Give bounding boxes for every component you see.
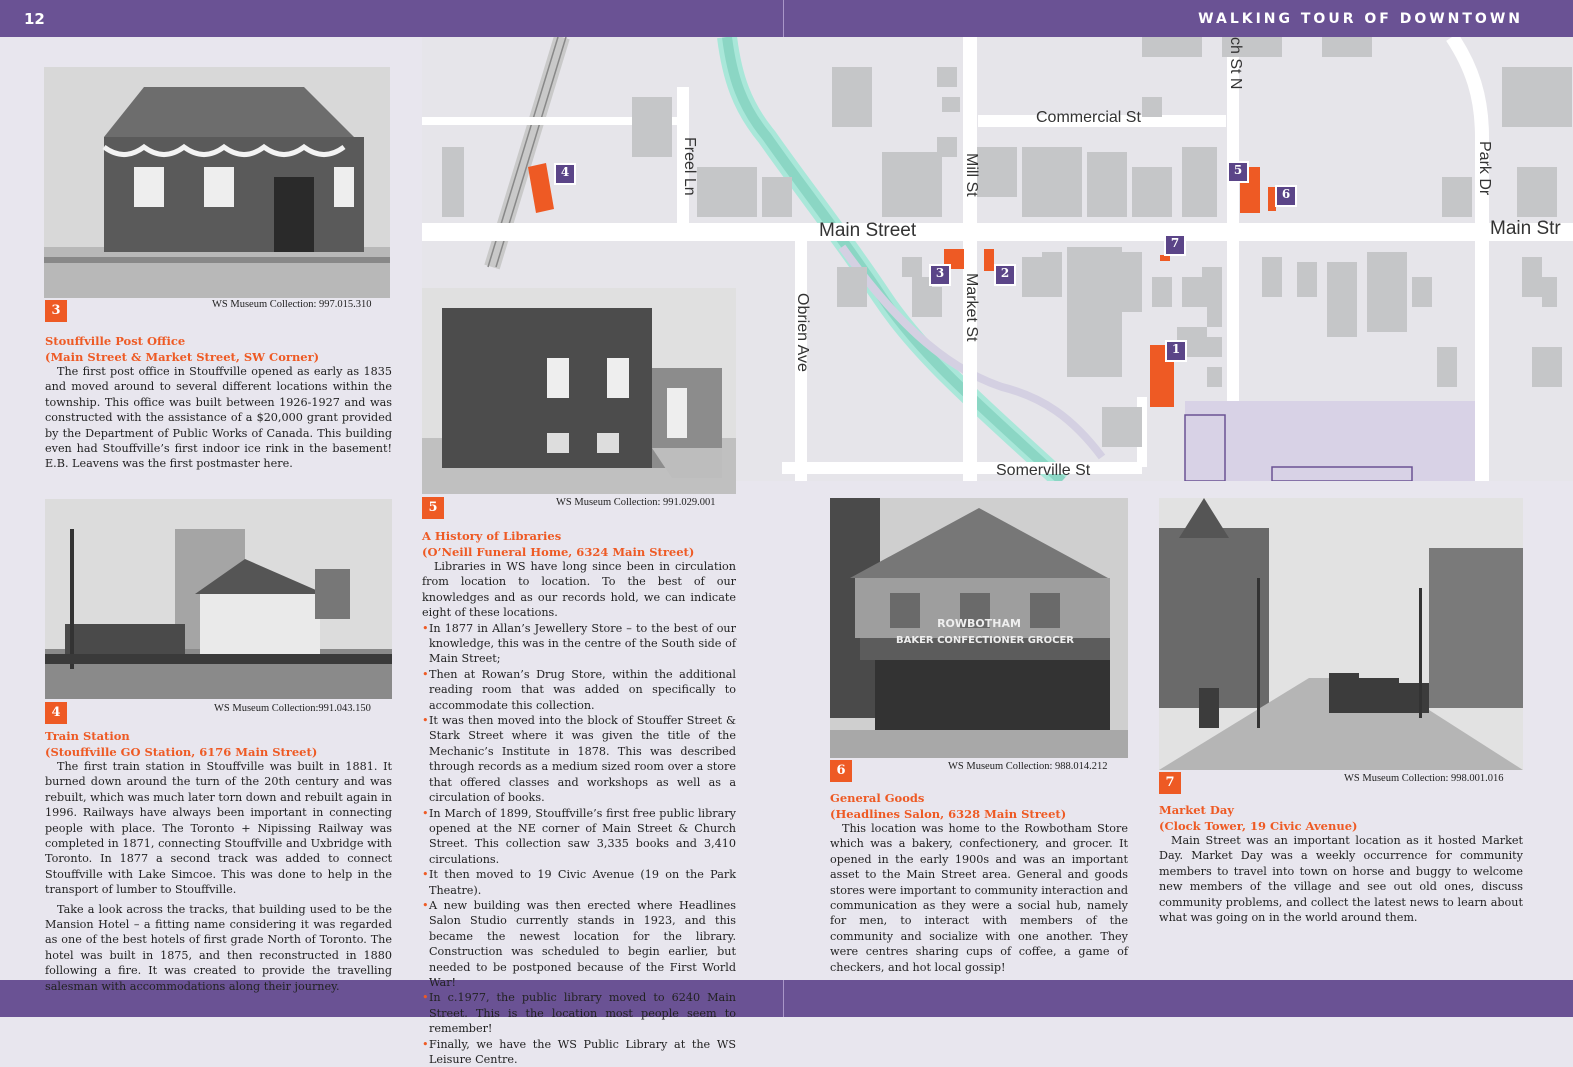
store-sign-line-2: BAKER CONFECTIONER GROCER — [895, 635, 1075, 646]
map-marker-2[interactable]: 2 — [994, 264, 1016, 286]
map-marker-1[interactable]: 1 — [1165, 340, 1187, 362]
libraries-list — [422, 621, 736, 1067]
market-day-title: Market Day — [1159, 803, 1234, 817]
libraries-subtitle: (O’Neill Funeral Home, 6324 Main Street) — [422, 545, 695, 559]
post-office-credit: WS Museum Collection: 997.015.310 — [212, 299, 372, 310]
libraries-list-item: • It was then moved into the block of Stouffer Street & Stark Street where it was given the title of the Mechanic’s Institute in 1878. This was described through records as a medium sized room over a store that offered classes and workshops as well as a circulation of books. — [422, 713, 736, 805]
libraries-intro: Libraries in WS have long since been in circulation from location to location. To the best of our knowledges and as our records hold, we can indicate eight of these locations. — [422, 560, 736, 620]
libraries-list-item: • It then moved to 19 Civic Avenue (19 on the Park Theatre). — [422, 867, 736, 898]
entry-4-number: 4 — [45, 702, 67, 724]
entry-5-number: 5 — [422, 497, 444, 519]
entry-7-number: 7 — [1159, 772, 1181, 794]
street-main-right: Main Str — [1490, 218, 1561, 239]
market-day-photo — [1159, 498, 1523, 770]
libraries-list-item: • In c.1977, the public library moved to 6240 Main Street. This is the location most people seem to remember! — [422, 990, 736, 1036]
post-office-text: The first post office in Stouffville opened as early as 1835 and moved around to several different locations within the township. This office was built between 1926-1927 and was constructed with the assistance of a $20,000 grant provided by the Department of Public Works of Canada. This building even had Stouffville’s first indoor ice rink in the basement! E.B. Leavens was the first postmaster here. — [45, 365, 392, 471]
map-marker-7[interactable]: 7 — [1164, 234, 1186, 256]
post-office-photo — [44, 67, 390, 298]
street-commercial: Commercial St — [1036, 109, 1141, 126]
street-church: ch St N — [1227, 37, 1244, 90]
map-marker-3[interactable]: 3 — [929, 264, 951, 286]
train-station-text-block — [45, 759, 392, 994]
street-obrien: Obrien Ave — [794, 293, 811, 372]
libraries-list-item: • A new building was then erected where Headlines Salon Studio currently stands in 1923, and this became the newest location for the library. Construction was scheduled to begin earlier, but needed to be postponed because of the First World War! — [422, 898, 736, 990]
street-freel: Freel Ln — [681, 137, 698, 196]
post-office-subtitle: (Main Street & Market Street, SW Corner) — [45, 350, 320, 364]
street-market: Market St — [963, 273, 980, 342]
post-office-text-block — [45, 364, 392, 472]
market-day-credit: WS Museum Collection: 998.001.016 — [1344, 773, 1504, 784]
market-day-heading — [1159, 802, 1357, 834]
street-mill: Mill St — [963, 153, 980, 197]
street-park: Park Dr — [1476, 141, 1493, 196]
train-station-credit: WS Museum Collection:991.043.150 — [214, 703, 371, 714]
store-sign-line-1: ROWBOTHAM — [937, 617, 1021, 630]
general-goods-credit: WS Museum Collection: 988.014.212 — [948, 761, 1108, 772]
map-marker-6[interactable]: 6 — [1275, 185, 1297, 207]
spine-top — [783, 0, 784, 37]
market-day-text-block — [1159, 833, 1523, 925]
train-station-heading — [45, 728, 317, 760]
street-main-left: Main Street — [819, 220, 917, 241]
general-goods-photo — [830, 498, 1128, 758]
general-goods-text: This location was home to the Rowbotham Store which was a bakery, confectionery, and grocer. It opened in the early 1900s and was an important asset to the Main Street area. General and goods stores were important to community interaction and communication as they were a social hub, namely for men, to interact with members of the community and socialize with one another. They were centres sharing cups of coffee, a game of checkers, and hot local gossip! — [830, 822, 1128, 974]
libraries-heading — [422, 528, 694, 560]
libraries-list-item: • Finally, we have the WS Public Library at the WS Leisure Centre. — [422, 1037, 736, 1067]
post-office-title: Stouffville Post Office — [45, 334, 186, 348]
general-goods-text-block — [830, 821, 1128, 975]
entry-6-number: 6 — [830, 760, 852, 782]
general-goods-subtitle: (Headlines Salon, 6328 Main Street) — [830, 807, 1067, 821]
train-station-subtitle: (Stouffville GO Station, 6176 Main Street) — [45, 745, 318, 759]
libraries-text-block — [422, 559, 736, 1067]
market-day-text: Main Street was an important location as it hosted Market Day. Market Day was a weekly occurrence for community members to travel into town on horse and buggy to welcome new members of the village and see out old ones, discuss community problems, and collect the latest news to learn about what was going on in the world around them. — [1159, 834, 1523, 925]
entry-3-number: 3 — [45, 300, 67, 322]
libraries-list-item: • In 1877 in Allan’s Jewellery Store – to the best of our knowledge, this was in the centre of the South side of Main Street; — [422, 621, 736, 667]
street-somerville: Somerville St — [996, 462, 1091, 479]
post-office-heading — [45, 333, 319, 365]
train-station-photo — [45, 499, 392, 699]
libraries-title: A History of Libraries — [422, 529, 562, 543]
general-goods-title: General Goods — [830, 791, 925, 805]
map-marker-5[interactable]: 5 — [1227, 161, 1249, 183]
running-title: WALKING TOUR OF DOWNTOWN — [1198, 11, 1523, 27]
libraries-credit: WS Museum Collection: 991.029.001 — [556, 497, 716, 508]
train-station-text-2: Take a look across the tracks, that building used to be the Mansion Hotel – a fitting name considering it was regarded as one of the best hotels of first grade North of Toronto. The hotel was built in 1875, and then reconstructed in 1880 following a fire. It was created to provide the travelling salesman with accommodations along their journey. — [45, 902, 392, 993]
libraries-photo — [422, 288, 736, 494]
libraries-list-item: • Then at Rowan’s Drug Store, within the additional reading room that was added on specifically to accommodate this collection. — [422, 667, 736, 713]
spine-bottom — [783, 980, 784, 1017]
map-marker-4[interactable]: 4 — [554, 163, 576, 185]
page-number: 12 — [24, 10, 45, 28]
general-goods-heading — [830, 790, 1066, 822]
libraries-list-item: • In March of 1899, Stouffville’s first free public library opened at the NE corner of Main Street & Church Street. This collection saw 3,335 books and 3,410 circulations. — [422, 806, 736, 868]
train-station-title: Train Station — [45, 729, 130, 743]
train-station-text-1: The first train station in Stouffville was built in 1881. It burned down around the turn of the 20th century and was rebuilt, which was much later torn down and rebuilt again in 1996. Railways have always been important in connecting people with place. The Toronto + Nipissing Railway was completed in 1871, connecting Stouffville and Uxbridge with Toronto. In 1877 a second track was added to connect Stouffville with Lake Simcoe. This was done to help in the transport of lumber to Stouffville. — [45, 760, 392, 897]
market-day-subtitle: (Clock Tower, 19 Civic Avenue) — [1159, 819, 1358, 833]
